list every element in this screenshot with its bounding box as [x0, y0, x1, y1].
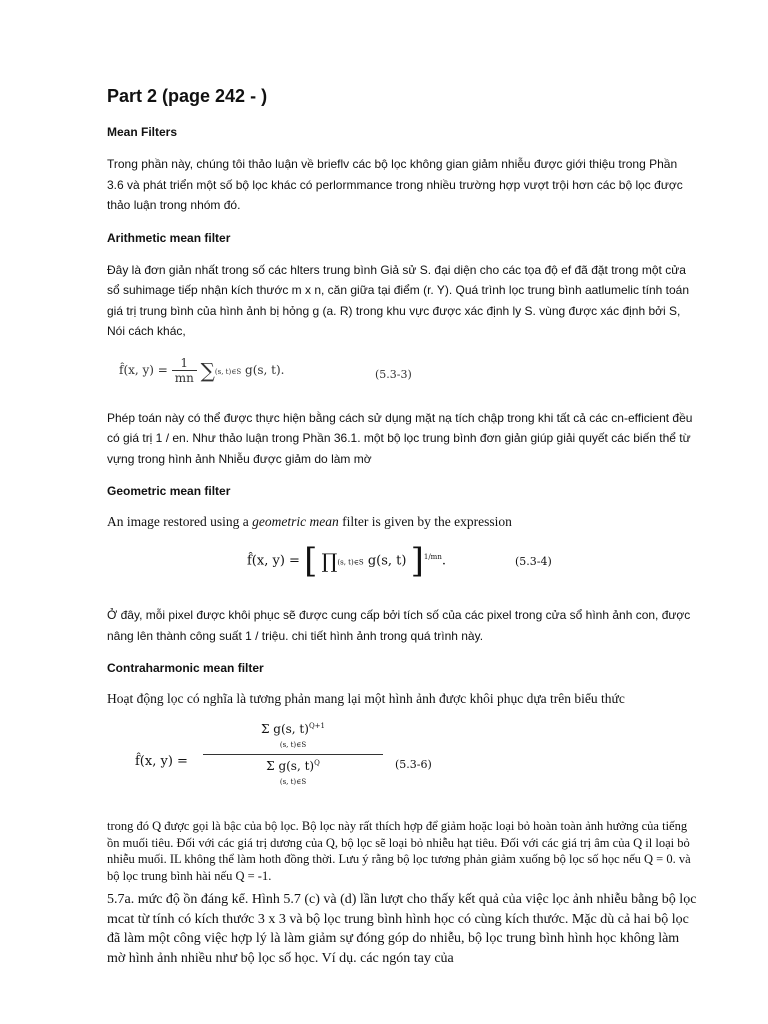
formula-5-3-4-body: g(s, t): [367, 553, 407, 569]
formula-5-3-3-sub: (s, t)∈S: [214, 367, 242, 376]
para-arithmetic-2: Phép toán này có thể được thực hiện bằng cách sử dụng mặt nạ tích chập trong khi tất cả các cn-efficient đều có giá trị 1 / en. Như thảo luận trong Phần 36.1. một bộ lọc trung bình đơn giản giúp giải quyết các biến thể từ vựng trong hình ảnh Nhiễu được giảm do làm mờ: [107, 410, 693, 466]
formula-5-3-6-num-sub: (s, t)∈S: [279, 741, 307, 749]
heading-arithmetic: Arithmetic mean filter: [107, 230, 231, 245]
formula-5-3-3: [107, 356, 697, 400]
formula-5-3-4-lhs: f̂(x, y) =: [247, 553, 300, 569]
formula-5-3-3-den: mn: [174, 370, 194, 385]
para-contraharmonic-2: 5.7a. mức độ ồn đáng kể. Hình 5.7 (c) và (d) lần lượt cho thấy kết quả của việc lọc ảnh nhiễu bằng bộ lọc mcat từ tính có kích thước 3 x 3 và bộ lọc trung bình hình học có cùng kích thước. Mặc dù cả hai bộ lọc đã làm một công việc hợp lý là làm giảm sự đóng góp do nhiễu, bộ lọc trung bình hình học không làm mờ hình ảnh nhiều như bộ lọc số học. Ví dụ. các ngón tay của: [107, 892, 697, 966]
formula-5-3-6-frac: [203, 722, 383, 787]
formula-5-3-3-expr: [119, 356, 285, 385]
formula-5-3-6-num-exp: Q+1: [308, 722, 325, 730]
formula-5-3-3-rhs: g(s, t).: [245, 362, 285, 377]
formula-5-3-6-den-body: Σ g(s, t): [266, 759, 315, 773]
geometric-intro: [107, 513, 697, 531]
formula-5-3-6-num: [203, 722, 383, 755]
right-bracket: ]: [410, 541, 424, 581]
formula-5-3-3-frac: [172, 356, 197, 385]
para-arithmetic-1: Đây là đơn giản nhất trong số các hlters trung bình Giả sử S. đại diện cho các tọa độ ef đã đặt trong một cửa sổ suhimage tiếp nhận kích thước m x n, căn giữa tại điểm (r. Y). Quá trình lọc trung bình aatlumelic tính toán giá trị trung bình của hình ảnh bị hỏng g (a. R) trong khu vực được xác định ly S. vùng được xác định bởi S, Nói cách khác,: [107, 262, 690, 338]
heading-mean-filters: Mean Filters: [107, 125, 178, 139]
formula-5-3-4-sub: (s, t)∈S: [337, 558, 364, 567]
formula-5-3-4-exp: 1/mn: [423, 553, 442, 562]
sum-symbol: ∑: [200, 358, 215, 382]
para-mean-filters: Trong phần này, chúng tôi thảo luận về brieflv các bộ lọc không gian giảm nhiễu được giới thiệu trong Phần 3.6 và phát triển một số bộ lọc khác có perlormmance trong nhiều trường hợp vượt trội hơn các bộ lọc được thảo luận trong nhóm đó.: [107, 157, 683, 212]
left-bracket: [: [304, 541, 318, 581]
formula-5-3-6-den-exp: Q: [314, 759, 320, 767]
formula-5-3-6-num-body: Σ g(s, t): [260, 722, 309, 736]
geometric-intro-part1: An image restored using a: [107, 514, 253, 529]
formula-5-3-6-den-sub: (s, t)∈S: [279, 778, 307, 786]
formula-5-3-6-number: (5.3-6): [395, 758, 432, 771]
para-contraharmonic: trong đó Q được gọi là bậc của bộ lọc. Bộ lọc này rất thích hợp để giảm hoặc loại bỏ hoàn toàn ảnh hưởng của tiếng ồn muối tiêu. Đối với các giá trị dương của Q, bộ lọc sẽ loại bỏ nhiễu hạt tiêu. Đối với các giá trị âm của Q il loại bỏ nhiễu muối. IL không thể làm hoth đồng thời. Lưu ý rằng bộ lọc tương phản giảm xuống bộ lọc số học nếu Q = 0. và bộ lọc trung bình hài nếu Q = -1.: [107, 819, 691, 883]
formula-5-3-3-num: 1: [172, 356, 197, 371]
formula-5-3-4-expr: f̂(x, y) = [ ∏(s, t)∈S g(s, t) ]$^{1/mn}$.: [247, 541, 446, 581]
formula-5-3-6-den: [203, 755, 383, 787]
contraharmonic-intro: Hoạt động lọc có nghĩa là tương phản mang lại một hình ảnh được khôi phục dựa trên biểu thức: [107, 691, 625, 706]
page-title: Part 2 (page 242 - ): [107, 86, 268, 106]
formula-5-3-4-prod: ∏: [321, 549, 338, 573]
formula-5-3-6-lhs: f̂(x, y) =: [135, 754, 188, 769]
formula-5-3-4: [107, 537, 697, 593]
formula-5-3-3-lhs: f̂(x, y) =: [119, 362, 168, 377]
heading-geometric: Geometric mean filter: [107, 484, 231, 498]
document-page: [107, 84, 697, 968]
geometric-intro-part2: filter is given by the expression: [338, 514, 512, 529]
formula-5-3-4-number: (5.3-4): [515, 555, 552, 568]
heading-contraharmonic: Contraharmonic mean filter: [107, 661, 264, 675]
geometric-intro-italic: geometric mean: [252, 514, 339, 529]
formula-5-3-6: [107, 722, 697, 812]
formula-5-3-3-number: (5.3-3): [375, 367, 412, 381]
para-geometric: Ở đây, mỗi pixel được khôi phục sẽ được cung cấp bởi tích số của các pixel trong cửa sổ hình ảnh con, được nâng lên thành công suất 1 / triệu. chi tiết hình ảnh trong quá trình này.: [107, 608, 691, 643]
